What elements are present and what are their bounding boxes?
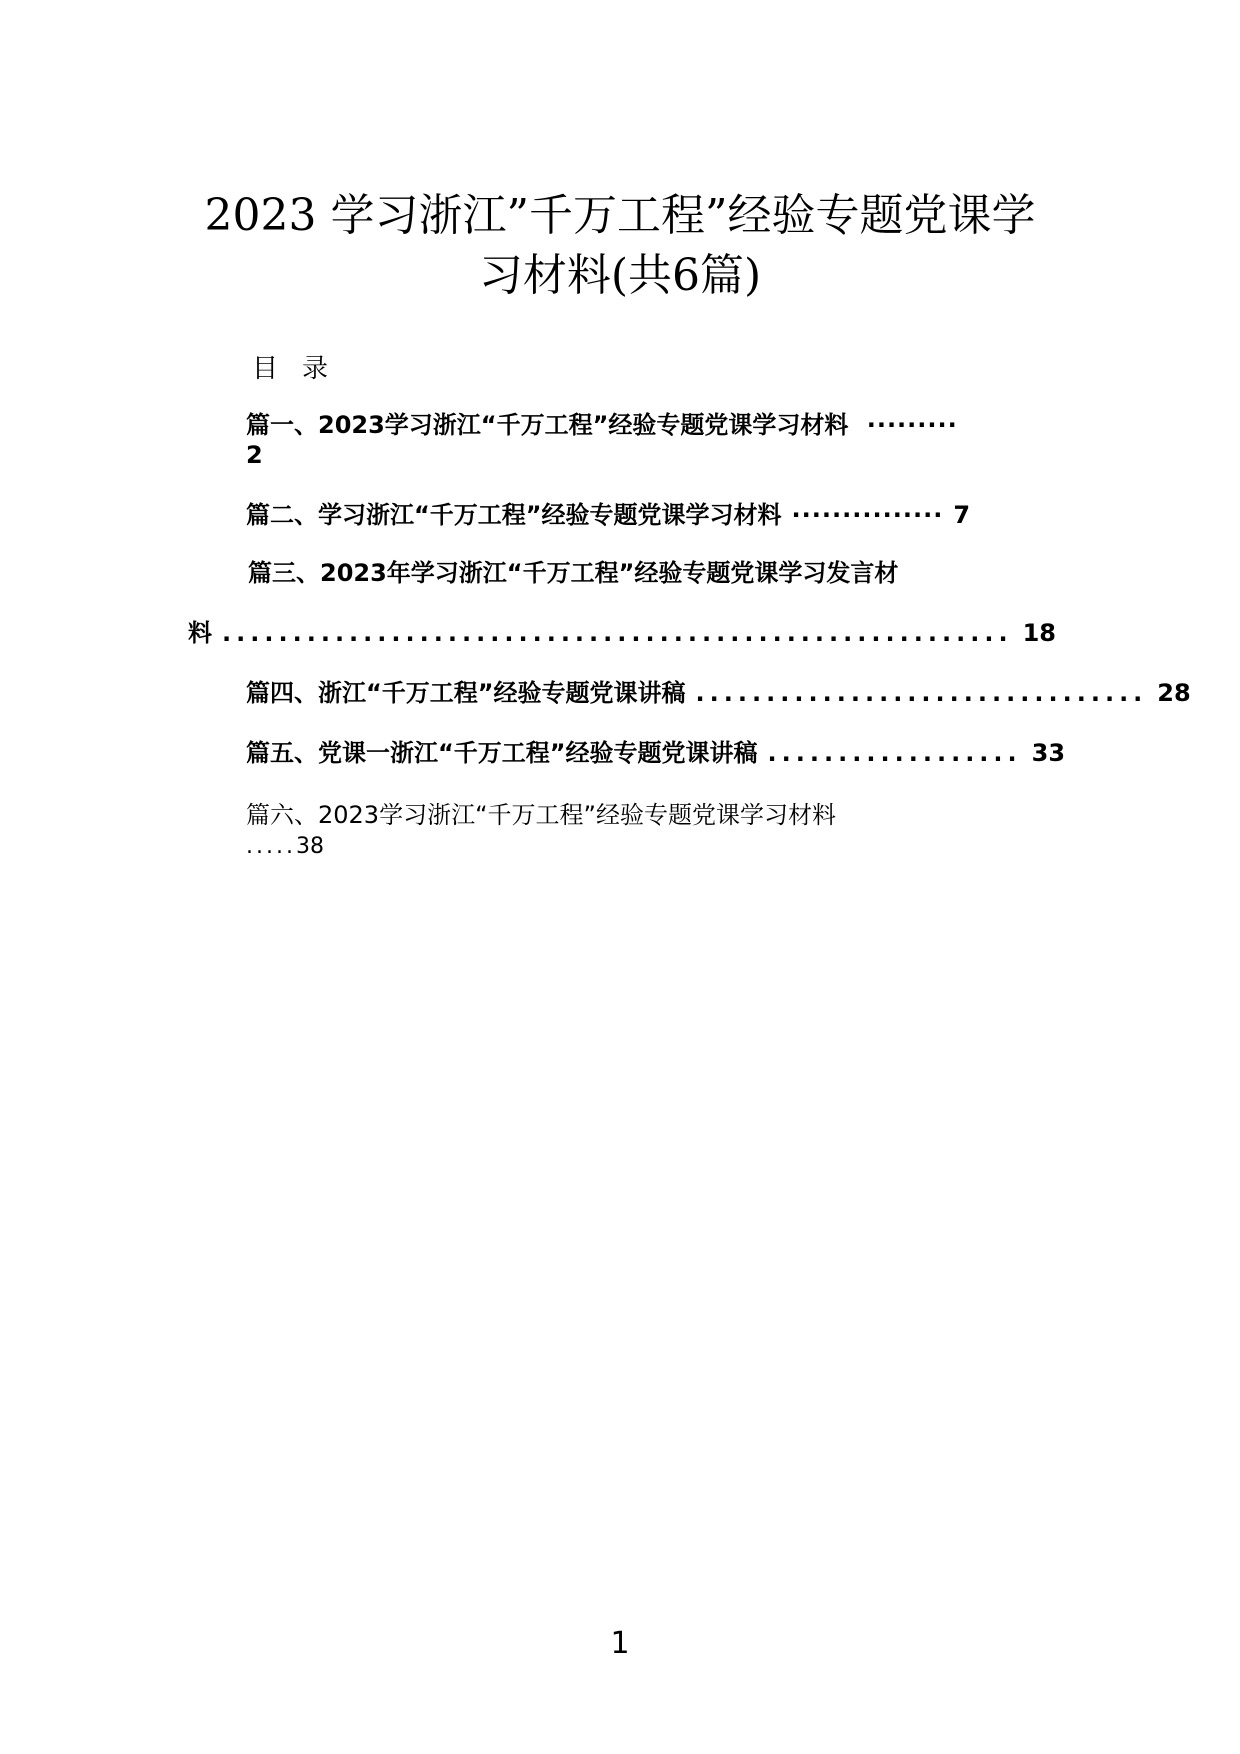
toc-entry-title: 篇一、2023学习浙江“千万工程”经验专题党课学习材料 <box>246 411 849 439</box>
toc-entry-title: 篇六、2023学习浙江“千万工程”经验专题党课学习材料 <box>246 801 836 829</box>
toc-entry-leader: ··············· <box>791 501 944 529</box>
toc-entry-title: 篇五、党课一浙江“千万工程”经验专题党课讲稿 <box>246 739 758 767</box>
toc-entry-title: 篇三、2023年学习浙江“千万工程”经验专题党课学习发言材 <box>248 559 899 587</box>
toc-entry-title: 篇四、浙江“千万工程”经验专题党课讲稿 <box>246 679 686 707</box>
toc-entry-page: 33 <box>1031 739 1066 767</box>
toc-heading: 目录 <box>252 354 353 384</box>
toc-entry-1-page[interactable] <box>246 440 263 470</box>
toc-entry-1[interactable] <box>246 410 1036 440</box>
toc-entry-page: 28 <box>1157 679 1191 707</box>
toc-entry-3[interactable] <box>248 558 898 588</box>
toc-entry-4[interactable] <box>246 678 1191 708</box>
page-number: 1 <box>610 1626 630 1661</box>
toc-entry-6-cont[interactable] <box>246 832 324 862</box>
toc-entry-3-cont[interactable] <box>188 618 1056 648</box>
toc-entry-leader: .................. <box>767 739 1022 767</box>
toc-entry-page: 38 <box>295 834 324 859</box>
toc-entry-leader: ........................................................ <box>222 619 1013 647</box>
toc-entry-5[interactable] <box>246 738 1066 768</box>
toc-entry-page: 2 <box>246 441 263 469</box>
document-title-line-2: 习材料(共6篇) <box>478 250 762 301</box>
toc-entry-6[interactable] <box>246 800 836 830</box>
toc-entry-2[interactable] <box>246 500 1052 530</box>
toc-entry-title: 篇二、学习浙江“千万工程”经验专题党课学习材料 <box>246 501 782 529</box>
toc-entry-leader: ..... <box>246 834 296 859</box>
toc-entry-page: 7 <box>953 501 971 529</box>
toc-entry-leader: ................................ <box>695 679 1148 707</box>
document-title-line-1: 2023 学习浙江”千万工程”经验专题党课学 <box>204 190 1036 241</box>
toc-entry-page: 18 <box>1022 619 1056 647</box>
toc-entry-title-cont: 料 <box>188 619 212 647</box>
toc-entry-leader: ········· <box>866 411 958 439</box>
